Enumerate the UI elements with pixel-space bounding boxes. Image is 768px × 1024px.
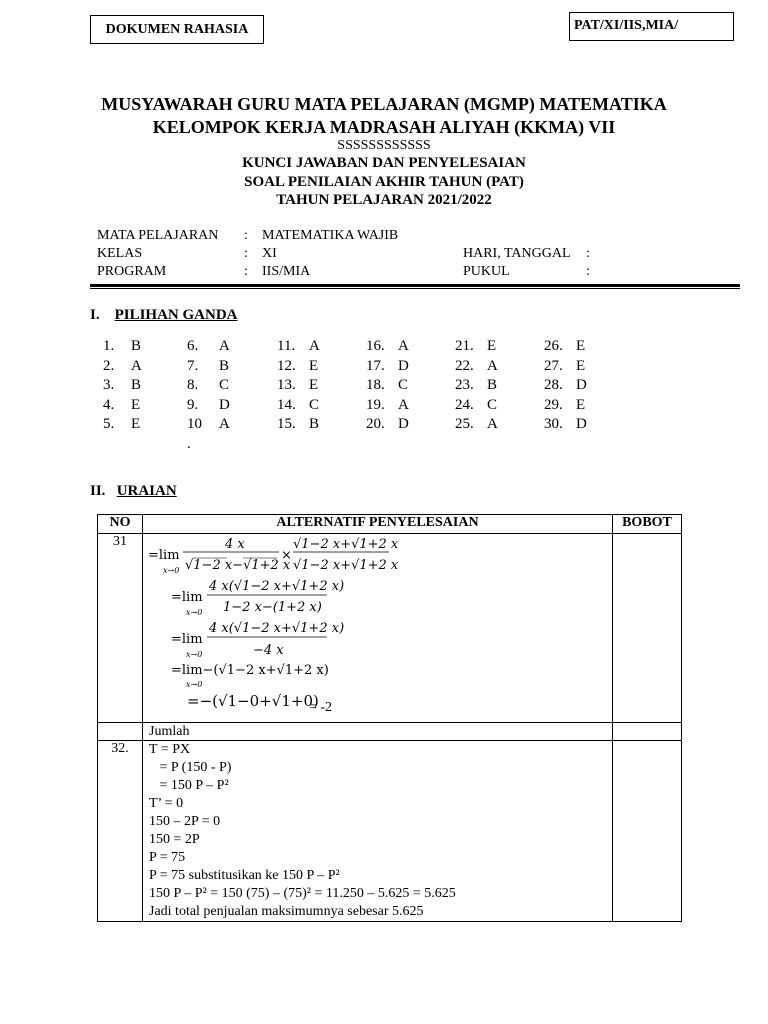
- answer-letter: E: [576, 396, 586, 413]
- svg-text:√1−2 x+√1+2 x: √1−2 x+√1+2 x: [293, 558, 399, 573]
- question-number: 28.: [544, 377, 563, 393]
- answer-letter: E: [576, 338, 586, 354]
- solution-line: 150 – 2P = 0: [149, 814, 221, 829]
- header-weight: BOBOT: [613, 515, 682, 534]
- question-number: 20.: [366, 416, 385, 432]
- subject-label: MATA PELAJARAN: [97, 228, 219, 243]
- answer-letter: B: [131, 377, 142, 393]
- class-value: XI: [262, 246, 277, 261]
- title-line-3: SSSSSSSSSSSS: [337, 138, 431, 153]
- svg-text:−4 x: −4 x: [253, 643, 284, 658]
- q31-solution: [143, 534, 613, 723]
- colon: :: [244, 228, 248, 243]
- answer-letter: D: [398, 416, 409, 432]
- subject-value: MATEMATIKA WAJIB: [262, 228, 399, 243]
- svg-text:x→0: x→0: [186, 680, 203, 689]
- jumlah-label: Jumlah: [143, 723, 613, 741]
- class-label: KELAS: [97, 246, 143, 261]
- solution-line: P = 75 substitusikan ke 150 P – P²: [149, 868, 340, 883]
- header-solution: ALTERNATIF PENYELESAIAN: [143, 515, 613, 534]
- program-label: PROGRAM: [97, 264, 167, 279]
- answer-letter: D: [398, 357, 409, 374]
- question-number: 29.: [544, 396, 563, 413]
- colon: :: [586, 246, 590, 261]
- question-number: 16.: [366, 338, 385, 354]
- question-number: 1.: [103, 338, 115, 354]
- question-number: 14.: [277, 396, 296, 413]
- jumlah-no-cell: [98, 723, 143, 741]
- answer-letter: A: [219, 416, 230, 432]
- answer-letter: E: [309, 377, 319, 393]
- svg-text:1−2 x−(1+2 x): 1−2 x−(1+2 x): [223, 600, 322, 615]
- svg-text:4 x: 4 x: [225, 537, 245, 552]
- document-code-box: PAT/XI/IIS,MIA/: [569, 12, 734, 41]
- question-number: 4.: [103, 396, 115, 413]
- solution-line: P = 75: [149, 850, 186, 865]
- question-number: 15.: [277, 416, 296, 432]
- q32-weight: [613, 741, 682, 922]
- time-label: PUKUL: [463, 264, 510, 279]
- answer-letter: C: [219, 377, 230, 393]
- q31-math-working: [143, 534, 611, 722]
- title-line-4: KUNCI JAWABAN DAN PENYELESAIAN: [242, 155, 526, 171]
- svg-text:√1−2 x+√1+2 x: √1−2 x+√1+2 x: [293, 537, 399, 552]
- q31-result: = -2: [309, 700, 333, 715]
- answer-letter: A: [131, 357, 142, 374]
- answer-letter: E: [576, 357, 586, 374]
- answer-letter: A: [487, 357, 498, 374]
- answer-letter: E: [131, 396, 141, 413]
- answer-letter: B: [487, 377, 498, 393]
- title-line-6: TAHUN PELAJARAN 2021/2022: [276, 192, 492, 208]
- table-header-row: [98, 515, 682, 534]
- question-number: 2.: [103, 357, 115, 374]
- day-date-label: HARI, TANGGAL: [463, 246, 571, 261]
- essay-answer-table: [97, 514, 682, 922]
- stray-dot: .: [187, 436, 191, 452]
- answer-letter: D: [576, 416, 587, 432]
- question-number: 27.: [544, 357, 563, 374]
- svg-text:x→0: x→0: [163, 566, 180, 575]
- q32-number: 32.: [98, 741, 143, 922]
- answer-letter: E: [131, 416, 141, 432]
- title-line-5: SOAL PENILAIAN AKHIR TAHUN (PAT): [244, 174, 524, 190]
- question-number: 19.: [366, 396, 385, 413]
- answer-letter: D: [576, 377, 587, 393]
- solution-line: 150 P – P² = 150 (75) – (75)² = 11.250 – 5.625 = 5.625: [149, 886, 456, 901]
- divider-thin: [90, 288, 740, 289]
- answer-letter: E: [487, 338, 497, 354]
- svg-text:x→0: x→0: [186, 608, 203, 617]
- question-number: 11.: [277, 338, 296, 354]
- q32-lines: [149, 741, 606, 921]
- title-line-2: KELOMPOK KERJA MADRASAH ALIYAH (KKMA) VII: [152, 117, 616, 137]
- table-row-jumlah: [98, 723, 682, 741]
- question-number: 30.: [544, 416, 563, 432]
- svg-text:4 x(√1−2 x+√1+2 x): 4 x(√1−2 x+√1+2 x): [209, 621, 345, 636]
- answer-letter: A: [309, 338, 320, 354]
- answer-letter: B: [219, 357, 230, 374]
- program-value: IIS/MIA: [262, 264, 311, 279]
- solution-line: T = PX: [149, 742, 191, 757]
- divider-thick: [90, 284, 740, 287]
- svg-text:x→0: x→0: [186, 650, 203, 659]
- question-number: 25.: [455, 416, 474, 432]
- colon: :: [586, 264, 590, 279]
- answer-letter: C: [309, 396, 320, 413]
- question-number: 23.: [455, 377, 474, 393]
- q31-weight: [613, 534, 682, 723]
- answer-letter: A: [398, 338, 409, 354]
- question-number: 18.: [366, 377, 385, 393]
- question-number: 22.: [455, 357, 474, 374]
- section-2-heading: II. URAIAN: [90, 483, 177, 499]
- answer-letter: C: [487, 396, 498, 413]
- colon: :: [244, 246, 248, 261]
- question-number: 24.: [455, 396, 474, 413]
- question-number: 10: [187, 416, 202, 432]
- answer-letter: A: [487, 416, 498, 432]
- answer-letter: E: [309, 357, 319, 374]
- svg-text:4 x(√1−2 x+√1+2 x): 4 x(√1−2 x+√1+2 x): [209, 579, 345, 594]
- question-number: 9.: [187, 396, 199, 413]
- q32-solution: [143, 741, 613, 922]
- question-number: 26.: [544, 338, 563, 354]
- answer-letter: A: [219, 338, 230, 354]
- question-number: 13.: [277, 377, 296, 393]
- question-number: 12.: [277, 357, 296, 374]
- question-number: 5.: [103, 416, 115, 432]
- svg-text:=lim: =lim: [171, 590, 203, 605]
- question-number: 8.: [187, 377, 199, 393]
- answer-letter: B: [131, 338, 142, 354]
- title-line-1: MUSYAWARAH GURU MATA PELAJARAN (MGMP) MATEMATIKA: [101, 94, 667, 114]
- table-row-32: [98, 741, 682, 922]
- solution-line: = 150 P – P²: [149, 778, 229, 793]
- question-number: 3.: [103, 377, 115, 393]
- answer-letter: B: [309, 416, 320, 432]
- question-number: 21.: [455, 338, 474, 354]
- header-no: NO: [98, 515, 143, 534]
- solution-line: T’ = 0: [149, 796, 184, 811]
- solution-line: Jadi total penjualan maksimumnya sebesar 5.625: [149, 904, 424, 919]
- question-number: 17.: [366, 357, 385, 374]
- svg-text:=lim−(√1−2 x+√1+2 x): =lim−(√1−2 x+√1+2 x): [171, 663, 329, 678]
- jumlah-weight: [613, 723, 682, 741]
- answer-letter: C: [398, 377, 409, 393]
- svg-text:×: ×: [281, 548, 292, 563]
- confidential-label: DOKUMEN RAHASIA: [90, 15, 264, 44]
- answer-letter: D: [219, 396, 230, 413]
- svg-text:√1−2 x−√1+2 x: √1−2 x−√1+2 x: [185, 558, 291, 573]
- question-number: 6.: [187, 338, 199, 354]
- svg-text:=lim: =lim: [148, 548, 180, 563]
- section-1-heading: I. PILIHAN GANDA: [90, 307, 238, 323]
- solution-line: 150 = 2P: [149, 832, 200, 847]
- table-row-31: [98, 534, 682, 723]
- colon: :: [244, 264, 248, 279]
- q31-number: 31: [98, 534, 143, 723]
- svg-text:=lim: =lim: [171, 632, 203, 647]
- answer-letter: A: [398, 396, 409, 413]
- svg-text:=−(√1−0+√1+0): =−(√1−0+√1+0): [187, 692, 319, 710]
- question-number: 7.: [187, 357, 199, 374]
- solution-line: = P (150 - P): [149, 760, 232, 775]
